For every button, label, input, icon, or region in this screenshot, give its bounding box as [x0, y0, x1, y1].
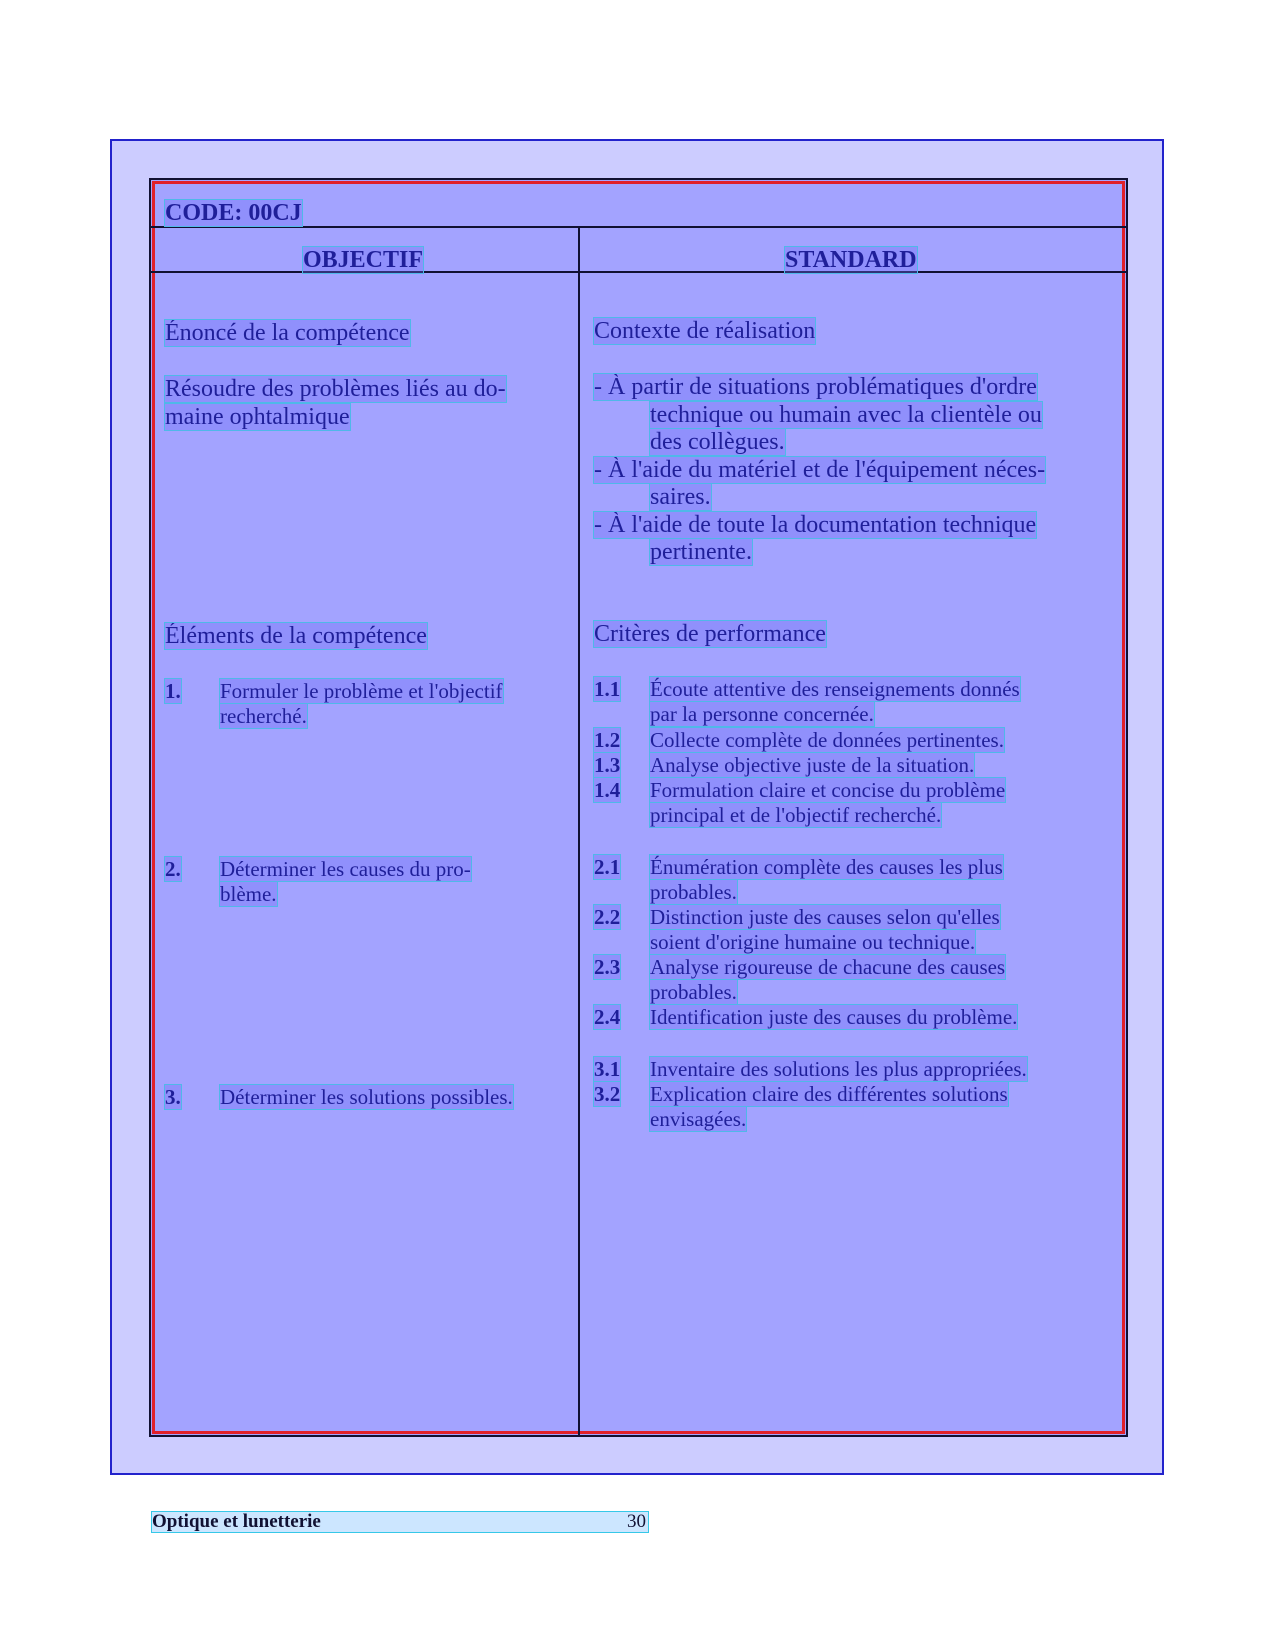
enonce-line: Résoudre des problèmes liés au do-	[165, 376, 506, 402]
header-standard: STANDARD	[785, 247, 917, 273]
footer-title: Optique et lunetterie	[152, 1511, 321, 1532]
element-line: Formuler le problème et l'objectif	[220, 679, 503, 703]
critere-line: probables.	[650, 880, 737, 904]
critere-line: Explication claire des différentes solutions	[650, 1082, 1008, 1106]
code-label: CODE: 00CJ	[165, 200, 302, 226]
critere-line: Énumération complète des causes les plus	[650, 855, 1003, 879]
element-line: Déterminer les solutions possibles.	[220, 1085, 513, 1109]
critere-line: Collecte complète de données pertinentes.	[650, 728, 1004, 752]
critere-number: 3.2	[594, 1082, 621, 1106]
contexte-line: technique ou humain avec la clientèle ou	[650, 402, 1042, 428]
element-number: 3.	[165, 1085, 181, 1109]
critere-number: 2.2	[594, 905, 621, 929]
elements-title: Éléments de la compétence	[165, 623, 427, 649]
critere-line: Analyse objective juste de la situation.	[650, 753, 975, 777]
critere-line: Identification juste des causes du problème.	[650, 1005, 1018, 1029]
page-footer	[152, 1512, 648, 1532]
contexte-line: saires.	[650, 484, 711, 510]
page-number: 30	[627, 1511, 646, 1532]
critere-line: envisagées.	[650, 1107, 747, 1131]
element-line: recherché.	[220, 704, 307, 728]
contexte-line: - À l'aide du matériel et de l'équipement néces-	[594, 457, 1046, 483]
code-divider	[151, 226, 1126, 228]
critere-line: Analyse rigoureuse de chacune des causes	[650, 955, 1006, 979]
column-divider	[578, 226, 580, 1436]
critere-number: 1.2	[594, 728, 621, 752]
critere-line: Distinction juste des causes selon qu'elles	[650, 905, 1000, 929]
critere-line: par la personne concernée.	[650, 702, 874, 726]
critere-line: soient d'origine humaine ou technique.	[650, 930, 976, 954]
critere-number: 1.4	[594, 778, 621, 802]
contexte-title: Contexte de réalisation	[594, 318, 816, 344]
element-number: 2.	[165, 857, 181, 881]
critere-number: 3.1	[594, 1057, 621, 1081]
header-objectif: OBJECTIF	[303, 247, 424, 273]
element-line: blème.	[220, 882, 277, 906]
enonce-line: maine ophtalmique	[165, 404, 350, 430]
critere-number: 2.1	[594, 855, 621, 879]
competence-table	[149, 178, 1128, 1437]
critere-number: 1.3	[594, 753, 621, 777]
critere-line: Inventaire des solutions les plus appropriées.	[650, 1057, 1027, 1081]
enonce-title: Énoncé de la compétence	[165, 320, 410, 346]
contexte-line: des collègues.	[650, 429, 785, 455]
criteres-title: Critères de performance	[594, 621, 826, 647]
critere-number: 2.4	[594, 1005, 621, 1029]
element-number: 1.	[165, 679, 181, 703]
critere-line: probables.	[650, 980, 737, 1004]
critere-line: principal et de l'objectif recherché.	[650, 803, 942, 827]
critere-line: Formulation claire et concise du problème	[650, 778, 1006, 802]
critere-number: 1.1	[594, 677, 621, 701]
element-line: Déterminer les causes du pro-	[220, 857, 471, 881]
header-divider	[151, 271, 1126, 273]
contexte-line: - À partir de situations problématiques d'ordre	[594, 374, 1037, 400]
contexte-line: pertinente.	[650, 539, 752, 565]
contexte-line: - À l'aide de toute la documentation technique	[594, 512, 1037, 538]
critere-number: 2.3	[594, 955, 621, 979]
critere-line: Écoute attentive des renseignements donnés	[650, 677, 1020, 701]
